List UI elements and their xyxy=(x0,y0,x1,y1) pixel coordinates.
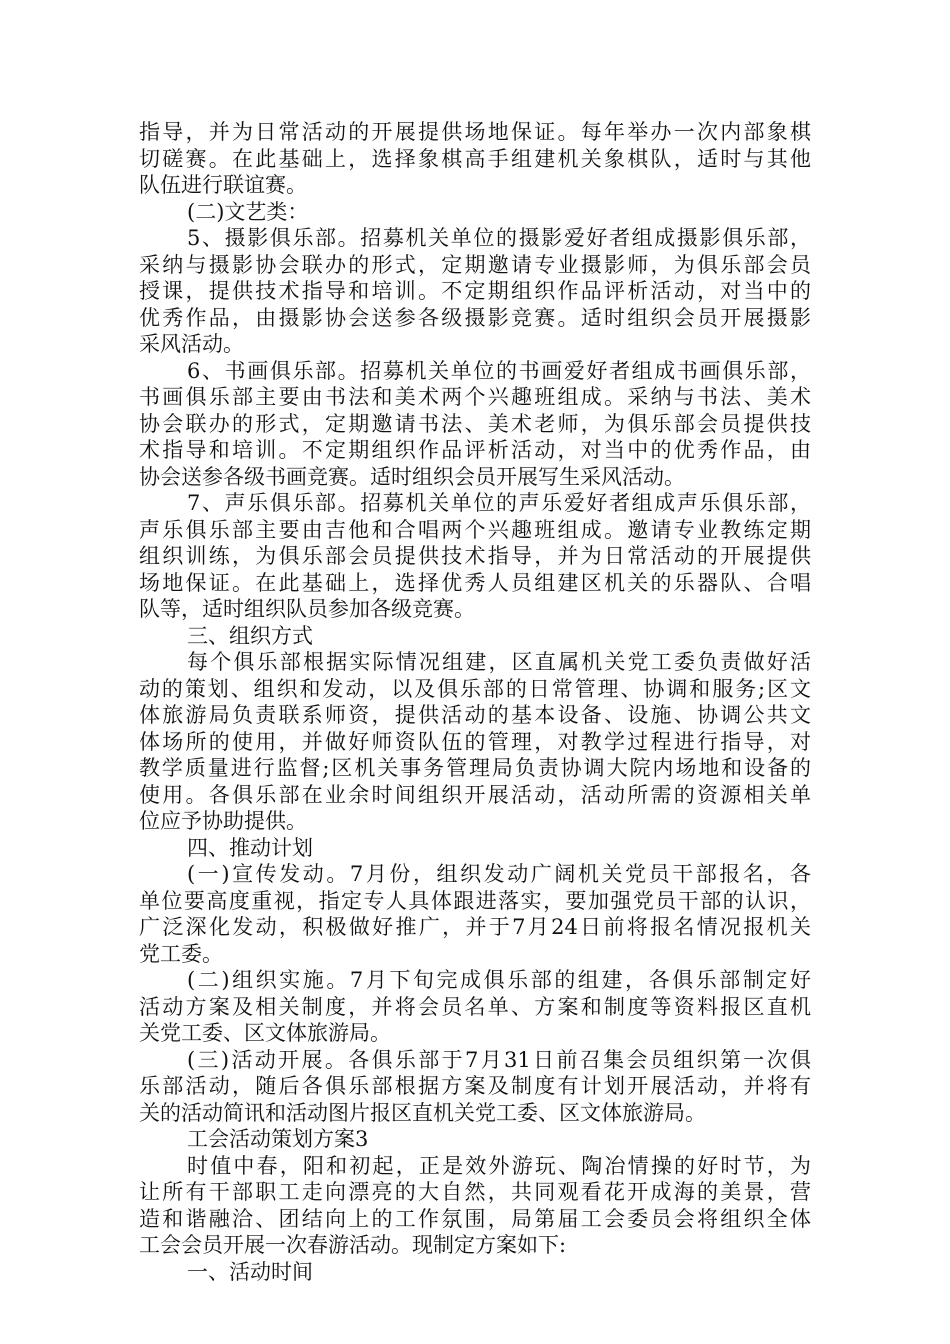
text-line: 采纳与摄影协会联办的形式，定期邀请专业摄影师，为俱乐部会员 xyxy=(139,252,811,277)
text-line: 使用。各俱乐部在业余时间组织开展活动，活动所需的资源相关单 xyxy=(139,782,811,807)
text-line: 7、声乐俱乐部。招募机关单位的声乐爱好者组成声乐俱乐部， xyxy=(187,491,811,515)
text-line: 位应予协助提供。 xyxy=(139,809,307,833)
text-line: 教学质量进行监督;区机关事务管理局负责协调大院内场地和设备的 xyxy=(139,756,811,780)
text-line: (二)组织实施。7月下旬完成俱乐部的组建，各俱乐部制定好 xyxy=(187,968,811,992)
text-line: 让所有干部职工走向漂亮的大自然，共同观看花开成海的美景，营 xyxy=(139,1180,811,1204)
text-line: 体旅游局负责联系师资，提供活动的基本设备、设施、协调公共文 xyxy=(139,703,811,727)
text-line: 工会会员开展一次春游活动。现制定方案如下: xyxy=(139,1233,567,1257)
text-line: 党工委。 xyxy=(139,941,223,966)
text-line: 广泛深化发动，积极做好推广，并于7月24日前将报名情况报机关 xyxy=(139,915,811,939)
text-line: 动的策划、组织和发动，以及俱乐部的日常管理、协调和服务;区文 xyxy=(139,676,811,701)
text-line: 6、书画俱乐部。招募机关单位的书画爱好者组成书画俱乐部， xyxy=(187,358,811,383)
text-line: 书画俱乐部主要由书法和美术两个兴趣班组成。采纳与书法、美术 xyxy=(139,385,811,409)
text-line: 协会送参各级书画竞赛。适时组织会员开展写生采风活动。 xyxy=(139,464,685,489)
text-line: 协会联办的形式，定期邀请书法、美术老师，为俱乐部会员提供技 xyxy=(139,411,811,436)
text-line: 四、推动计划 xyxy=(187,835,313,860)
text-line: (三)活动开展。各俱乐部于7月31日前召集会员组织第一次俱 xyxy=(187,1047,811,1072)
text-line: 5、摄影俱乐部。招募机关单位的摄影爱好者组成摄影俱乐部， xyxy=(187,226,811,250)
text-line: 关的活动简讯和活动图片报区直机关党工委、区文体旅游局。 xyxy=(139,1100,706,1125)
text-line: 队伍进行联谊赛。 xyxy=(139,173,307,197)
text-line: 组织训练，为俱乐部会员提供技术指导，并为日常活动的开展提供 xyxy=(139,544,811,568)
document-page xyxy=(139,119,811,1285)
text-line: 单位要高度重视，指定专人具体跟进落实，要加强党员干部的认识， xyxy=(139,888,811,913)
text-line: 优秀作品，由摄影协会送参各级摄影竞赛。适时组织会员开展摄影 xyxy=(139,305,811,330)
text-line: 场地保证。在此基础上，选择优秀人员组建区机关的乐器队、合唱 xyxy=(139,570,811,595)
text-line: 采风活动。 xyxy=(139,332,244,356)
text-line: 每个俱乐部根据实际情况组建，区直属机关党工委负责做好活 xyxy=(187,650,811,674)
text-line: 体场所的使用，并做好师资队伍的管理，对教学过程进行指导，对 xyxy=(139,729,811,754)
text-line: 授课，提供技术指导和培训。不定期组织作品评析活动，对当中的 xyxy=(139,279,811,303)
text-line: 指导，并为日常活动的开展提供场地保证。每年举办一次内部象棋 xyxy=(139,120,811,144)
text-line: 切磋赛。在此基础上，选择象棋高手组建机关象棋队，适时与其他 xyxy=(139,146,811,171)
text-line: (二)文艺类： xyxy=(187,199,309,224)
text-line: 乐部活动，随后各俱乐部根据方案及制度有计划开展活动，并将有 xyxy=(139,1074,811,1098)
text-line: 一、活动时间 xyxy=(187,1259,313,1284)
text-line: (一)宣传发动。7月份，组织发动广阔机关党员干部报名，各 xyxy=(187,862,811,886)
text-line: 三、组织方式 xyxy=(187,623,313,648)
text-line: 关党工委、区文体旅游局。 xyxy=(139,1021,391,1045)
text-line: 时值中春，阳和初起，正是效外游玩、陶冶情操的好时节，为 xyxy=(187,1153,811,1178)
text-line: 活动方案及相关制度，并将会员名单、方案和制度等资料报区直机 xyxy=(139,994,811,1019)
text-line: 声乐俱乐部主要由吉他和合唱两个兴趣班组成。邀请专业教练定期 xyxy=(139,517,811,542)
text-line: 术指导和培训。不定期组织作品评析活动，对当中的优秀作品，由 xyxy=(139,438,811,462)
text-line: 队等，适时组织队员参加各级竞赛。 xyxy=(139,597,475,621)
text-line: 工会活动策划方案3 xyxy=(187,1127,369,1151)
text-line: 造和谐融洽、团结向上的工作氛围，局第届工会委员会将组织全体 xyxy=(139,1206,811,1231)
